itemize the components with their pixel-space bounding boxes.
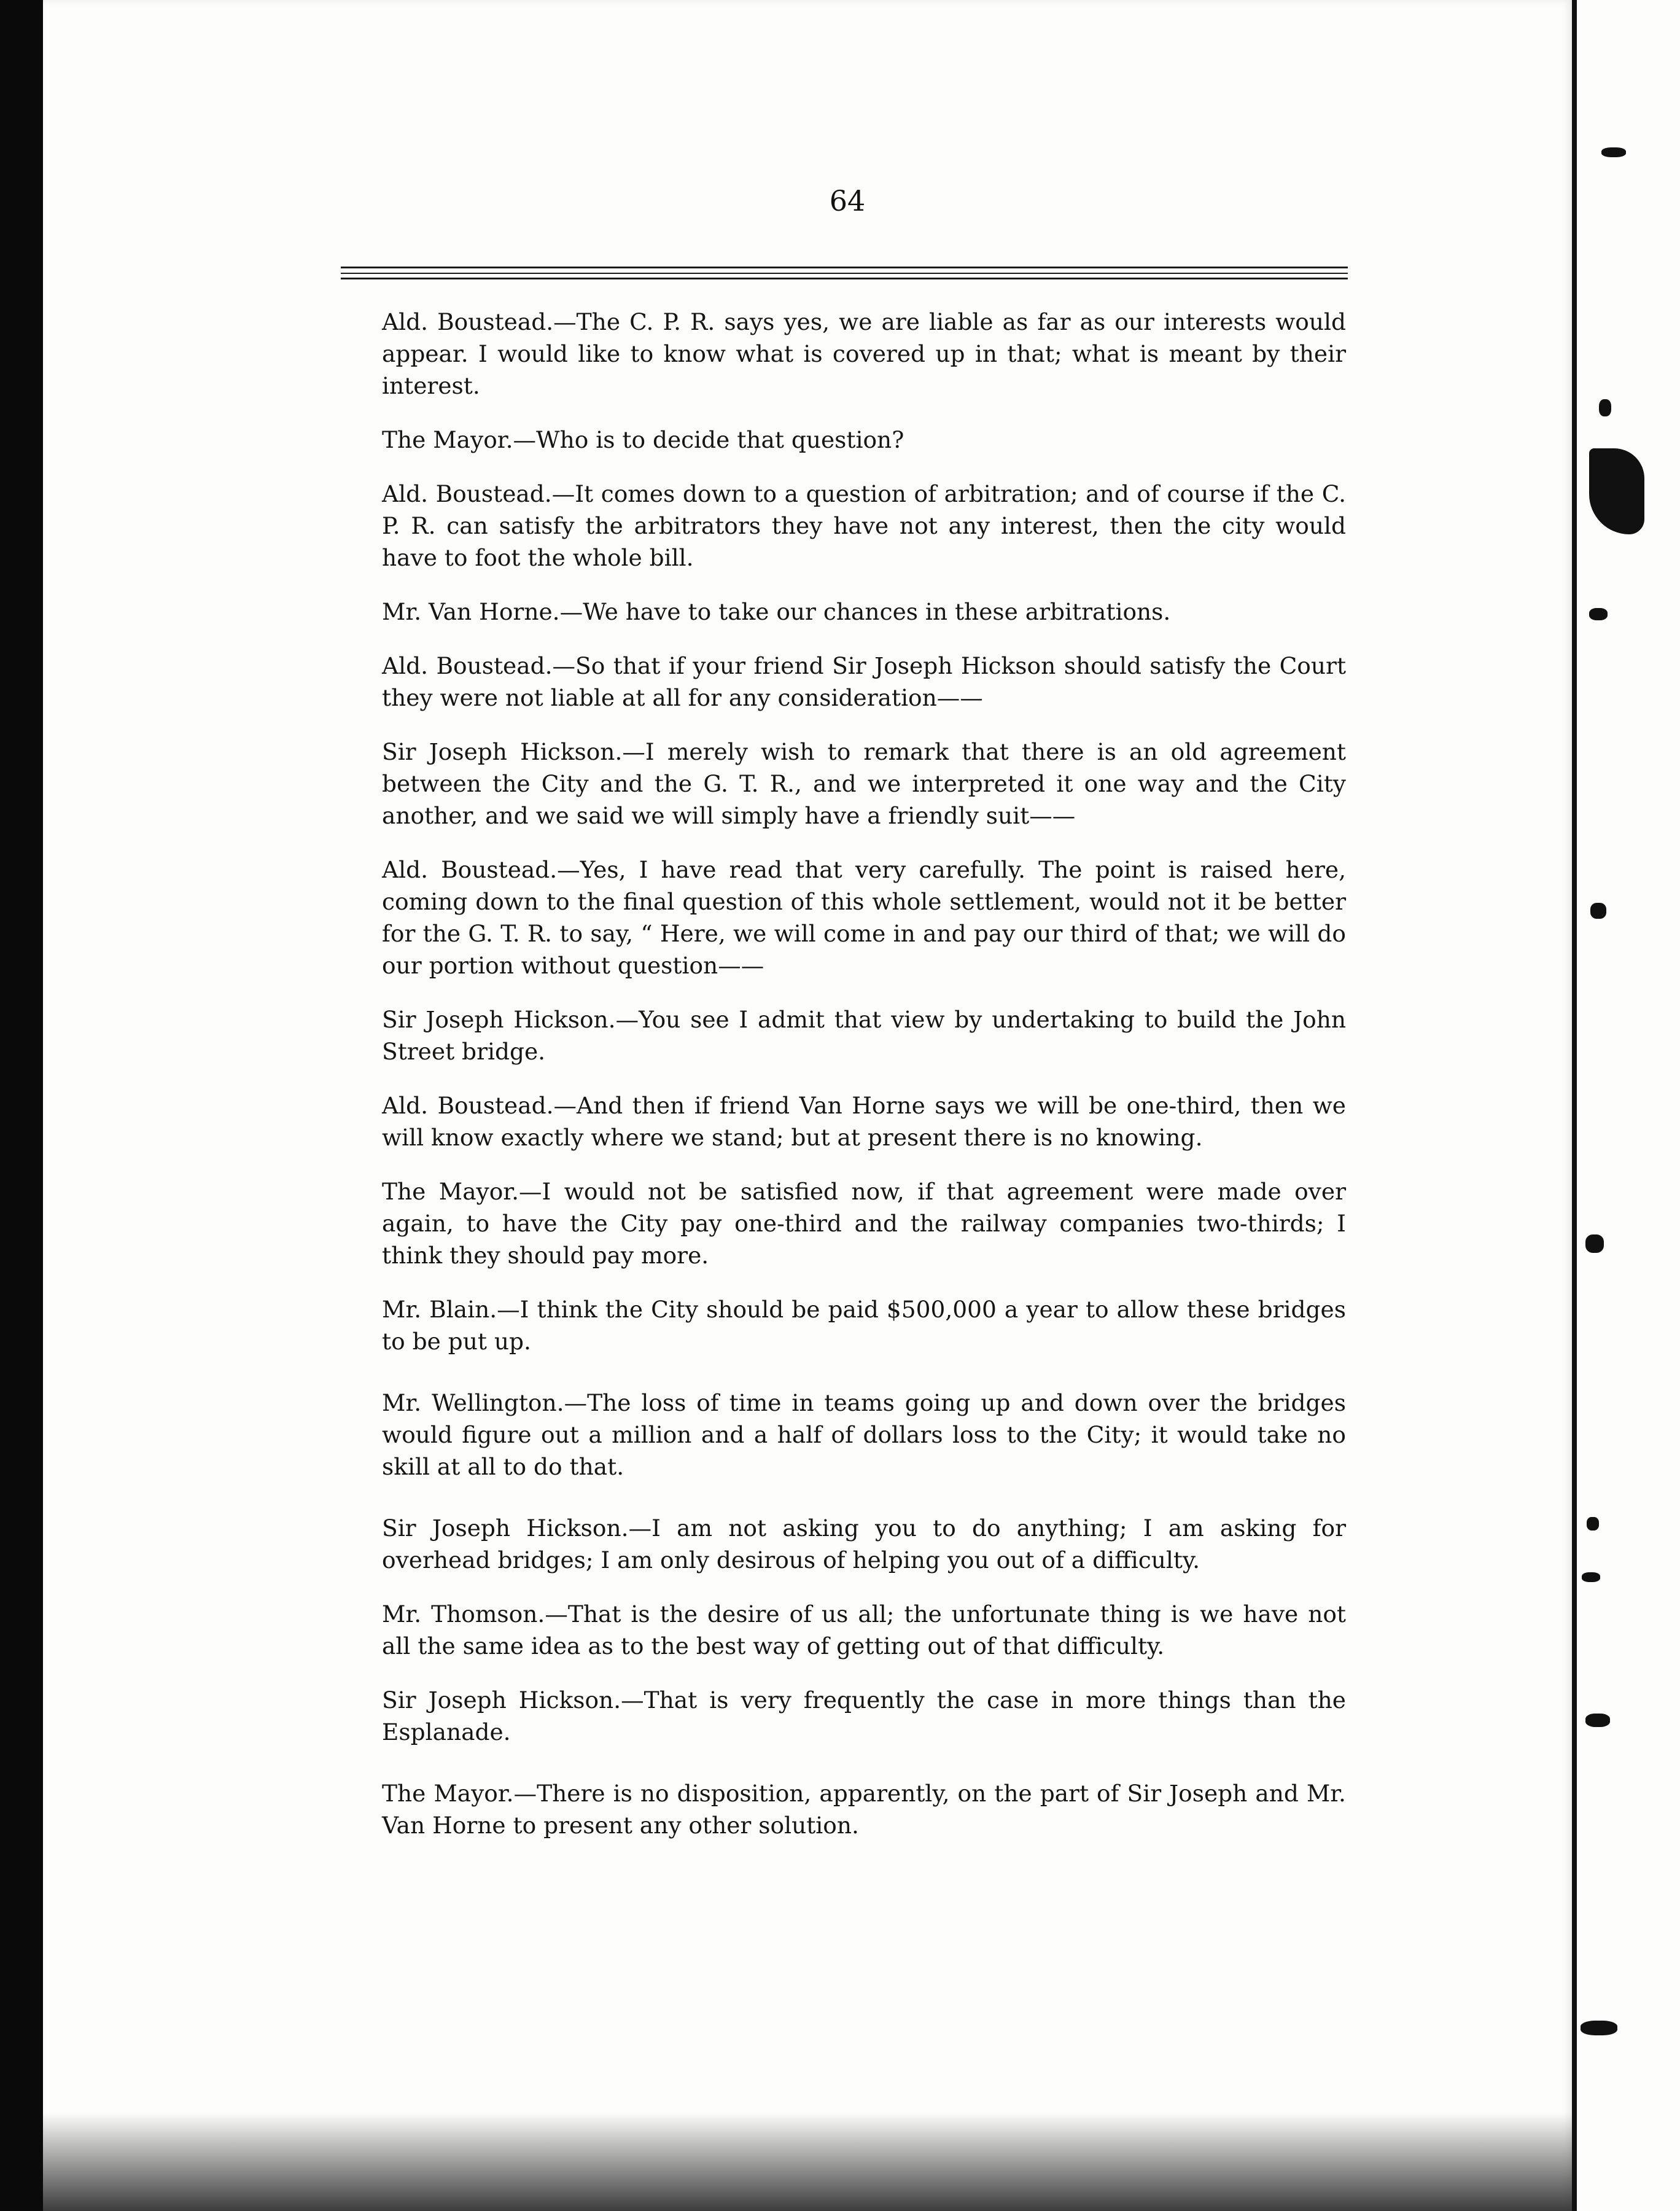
transcript-paragraph: [382, 306, 1346, 402]
speaker-name: Sir Joseph Hickson.: [382, 1006, 616, 1033]
transcript-paragraph: [382, 736, 1346, 832]
speaker-name: Mr. Thomson.: [382, 1601, 545, 1628]
speech-text: —So that if your friend Sir Joseph Hickson should satisfy the Court they were not liable at all for any consideration——: [382, 652, 1347, 711]
scan-left-border: [0, 0, 43, 2211]
transcript-paragraph: [382, 1598, 1346, 1662]
binding-hole-mark: [1581, 2021, 1617, 2035]
speech-text: —Yes, I have read that very carefully. The point is raised here, coming down to the final question of this whole settlement, would not it be better for the G. T. R. to say, “ Here, we will come in and pay our third of that; we will do our portion without question——: [382, 856, 1346, 979]
speaker-name: Ald. Boustead.: [382, 856, 558, 883]
transcript-paragraph: [382, 424, 1346, 456]
speech-text: —You see I admit that view by undertaking to build the John Street bridge.: [382, 1006, 1347, 1065]
torn-edge-mark: [1589, 448, 1644, 534]
speech-text: —The C. P. R. says yes, we are liable as far as our interests would appear. I would like to know what is covered up in that; what is meant by their interest.: [382, 308, 1347, 399]
speaker-name: Ald. Boustead.: [382, 1092, 554, 1119]
binding-hole-mark: [1590, 903, 1606, 919]
speech-text: —We have to take our chances in these arbitrations.: [559, 598, 1171, 625]
transcript-paragraph: [382, 1512, 1346, 1576]
binding-hole-mark: [1599, 399, 1611, 416]
binding-hole-mark: [1587, 1517, 1599, 1531]
transcript-paragraph: [382, 854, 1346, 981]
transcript-paragraph: [382, 650, 1346, 714]
transcript-paragraph: [382, 478, 1346, 574]
speech-text: —I am not asking you to do anything; I am asking for overhead bridges; I am only desirous of helping you out of a difficulty.: [382, 1515, 1346, 1573]
speaker-name: The Mayor.: [382, 426, 513, 453]
speaker-name: Ald. Boustead.: [382, 652, 553, 679]
speaker-name: The Mayor.: [382, 1780, 514, 1807]
speech-text: —I would not be satisfied now, if that agreement were made over again, to have the City pay one-third and the railway companies two-thirds; I think they should pay more.: [382, 1178, 1346, 1269]
speaker-name: Sir Joseph Hickson.: [382, 1515, 629, 1542]
transcript-paragraph: [382, 1293, 1346, 1357]
transcript-paragraph: [382, 1004, 1346, 1067]
header-rule: [341, 273, 1348, 274]
binding-hole-mark: [1601, 147, 1626, 157]
page-bottom-shadow: [43, 2113, 1572, 2211]
speech-text: —There is no disposition, apparently, on the part of Sir Joseph and Mr. Van Horne to present any other solution.: [382, 1780, 1346, 1839]
transcript-paragraph: [382, 1684, 1346, 1748]
speaker-name: Mr. Blain.: [382, 1296, 497, 1323]
speech-text: —Who is to decide that question?: [513, 426, 904, 453]
binding-hole-mark: [1582, 1572, 1600, 1582]
transcript-paragraph: [382, 596, 1346, 628]
speech-text: —That is the desire of us all; the unfortunate thing is we have not all the same idea as to the best way of getting out of that difficulty.: [382, 1601, 1346, 1659]
speech-text: —That is very frequently the case in more things than the Esplanade.: [382, 1687, 1347, 1745]
page-number: 64: [829, 184, 866, 217]
speaker-name: Sir Joseph Hickson.: [382, 738, 623, 765]
speaker-name: Ald. Boustead.: [382, 480, 552, 507]
speaker-name: Sir Joseph Hickson.: [382, 1687, 621, 1714]
speaker-name: Mr. Van Horne.: [382, 598, 560, 625]
speech-text: —I merely wish to remark that there is an old agreement between the City and the G. T. R., and we interpreted it one way and the City another, and we said we will simply have a friendly suit——: [382, 738, 1347, 829]
speaker-name: Mr. Wellington.: [382, 1389, 564, 1416]
header-rule: [341, 278, 1348, 279]
binding-hole-mark: [1585, 1714, 1610, 1727]
speaker-name: The Mayor.: [382, 1178, 519, 1205]
speech-text: —The loss of time in teams going up and down over the bridges would figure out a million and a half of dollars loss to the City; it would take no skill at all to do that.: [382, 1389, 1346, 1480]
binding-hole-mark: [1589, 608, 1608, 620]
speech-text: —It comes down to a question of arbitration; and of course if the C. P. R. can satisfy the arbitrators they have not any interest, then the city would have to foot the whole bill.: [382, 480, 1346, 571]
binding-hole-mark: [1585, 1234, 1604, 1253]
transcript-paragraph: [382, 1090, 1346, 1153]
header-rule: [341, 267, 1348, 268]
transcript-body: [382, 306, 1346, 1863]
speaker-name: Ald. Boustead.: [382, 308, 554, 335]
transcript-paragraph: [382, 1176, 1346, 1271]
transcript-paragraph: [382, 1387, 1346, 1483]
speech-text: —I think the City should be paid $500,000 a year to allow these bridges to be put up.: [382, 1296, 1346, 1355]
adjacent-page-edge: [1572, 0, 1680, 2211]
speech-text: —And then if friend Van Horne says we will be one-third, then we will know exactly where we stand; but at present there is no knowing.: [382, 1092, 1346, 1151]
transcript-paragraph: [382, 1777, 1346, 1841]
